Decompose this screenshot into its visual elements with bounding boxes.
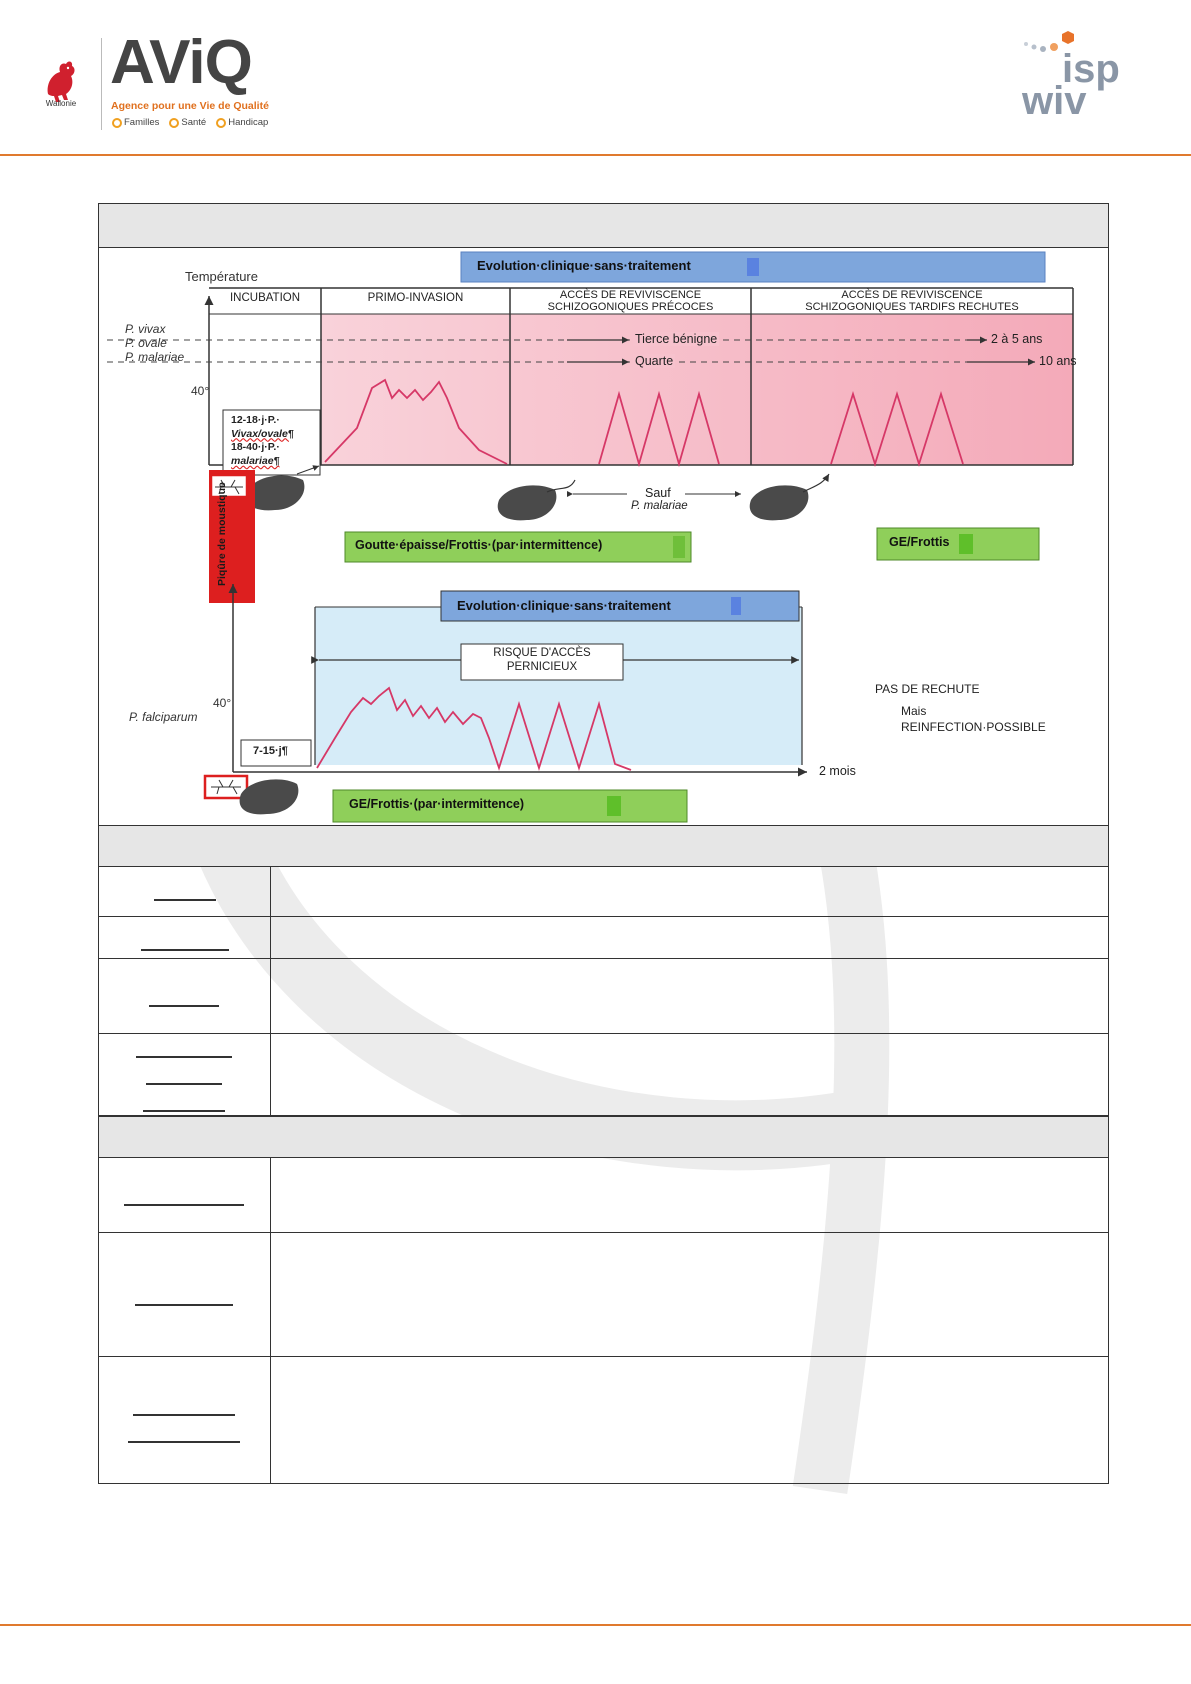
sting-label: Piqûre de moustique [216,482,228,586]
liver-icon [498,485,557,520]
phase-header-line: PRIMO-INVASION [367,292,464,304]
label-underline [136,1056,232,1058]
falciparum-label: P. falciparum [129,710,198,724]
tag-dot-icon [169,118,179,128]
row-label-cell [99,1158,271,1232]
malaria-clinical-evolution-figure [107,248,1106,825]
sauf-species-label: P. malariae [631,500,688,512]
page-header [0,0,1191,156]
liver-icon [750,485,809,520]
falciparum-incubation-text: 7-15·j¶ [253,745,288,757]
no-relapse-label: PAS DE RECHUTE [875,682,980,696]
wallonie-label: Wallonie [45,99,77,108]
aviq-tag [112,117,159,128]
phase-header [209,292,321,305]
row-label-cell [99,959,271,1033]
phase-header [321,292,510,305]
incubation-line: Vivax/ovale¶ [231,427,294,440]
row-label-cell [99,1357,271,1483]
table-row [99,1158,1108,1233]
row-label-cell [99,917,271,958]
risk-label-line: PERNICIEUX [506,660,578,673]
aviq-tag [169,117,206,128]
label-underline [146,1083,222,1085]
species-label: P. malariae [125,350,185,364]
footer-orange-rule [0,1624,1191,1626]
aviq-tag-label: Santé [181,117,207,128]
fever-tick-label: 40° [213,696,232,710]
y-axis-label: Température [185,269,258,284]
isp-wiv-logo [1018,26,1130,118]
incubation-line: 12-18·j·P.· [231,414,280,426]
relapse-2-5-years-label: 2 à 5 ans [991,332,1043,346]
phase-header [510,289,751,313]
label-underline [133,1414,235,1416]
green-label-text: GE/Frottis [889,535,950,549]
table-row [99,959,1108,1034]
row-label-cell [99,1233,271,1356]
incubation-line: malariae¶ [231,454,280,467]
fever-tick-label: 40° [191,384,210,398]
aviq-tag-label: Handicap [228,117,269,128]
aviq-tags [112,117,268,128]
phase-header [751,289,1073,313]
section-header-bar [99,825,1108,867]
label-underline [135,1304,233,1306]
species-label: P. ovale [125,336,167,350]
risk-label [461,647,623,675]
two-months-label: 2 mois [819,764,856,778]
risk-label-line: RISQUE D'ACCÈS [493,647,591,659]
phase-header-line: INCUBATION [229,292,301,304]
quarte-label: Quarte [635,354,674,368]
label-underline [143,1110,225,1112]
wiv-logo-text: wiv [1022,79,1087,118]
but-label: Mais [901,704,927,718]
aviq-logo-title: AViQ [110,28,252,97]
document-table [98,203,1109,1484]
label-underline [154,899,216,901]
tag-dot-icon [216,118,226,128]
phase-header-line: ACCÈS DE REVIVISCENCE [559,289,702,301]
section-header-bar [99,1116,1108,1158]
header-orange-rule [0,154,1191,156]
phase-header-line: SCHIZOGONIQUES TARDIFS RECHUTES [805,301,1019,314]
phase-header-line: SCHIZOGONIQUES PRÉCOCES [547,301,714,314]
fever-region-top [321,288,1073,465]
aviq-tag [216,117,268,128]
table-row [99,1233,1108,1357]
species-label: P. vivax [125,322,166,336]
tag-dot-icon [112,118,122,128]
green-label-text: GE/Frottis·(par·intermittence) [349,797,525,811]
table-row [99,1357,1108,1483]
fever-region-falciparum [315,607,802,765]
row-label-cell [99,867,271,916]
isp-logo-text: isp [1062,47,1120,91]
logo-divider [101,38,102,130]
phase-header-line: ACCÈS DE REVIVISCENCE [841,289,983,301]
label-underline [128,1441,240,1443]
aviq-subtitle: Agence pour une Vie de Qualité [111,100,269,112]
bottom-banner-text: Evolution·clinique·sans·traitement [457,598,671,613]
sauf-label: Sauf [645,486,671,500]
liver-icon [240,779,299,814]
label-underline [141,949,229,951]
incubation-line: 18-40·j·P.· [231,441,280,454]
top-banner-text: Evolution·clinique·sans·traitement [477,258,691,273]
reinfection-label: REINFECTION·POSSIBLE [901,720,1046,734]
tierce-label: Tierce bénigne [635,332,718,346]
table-row [99,917,1108,959]
label-underline [149,1005,219,1007]
green-label-text: Goutte·épaisse/Frottis·(par·intermittence) [355,538,603,552]
relapse-10-years-label: 10 ans [1039,354,1077,368]
table-row [99,1034,1108,1116]
label-underline [124,1204,244,1206]
aviq-tag-label: Familles [124,117,160,128]
table-header-bar [99,204,1108,248]
incubation-box-text [231,414,294,469]
row-label-cell [99,1034,271,1115]
table-row [99,867,1108,917]
